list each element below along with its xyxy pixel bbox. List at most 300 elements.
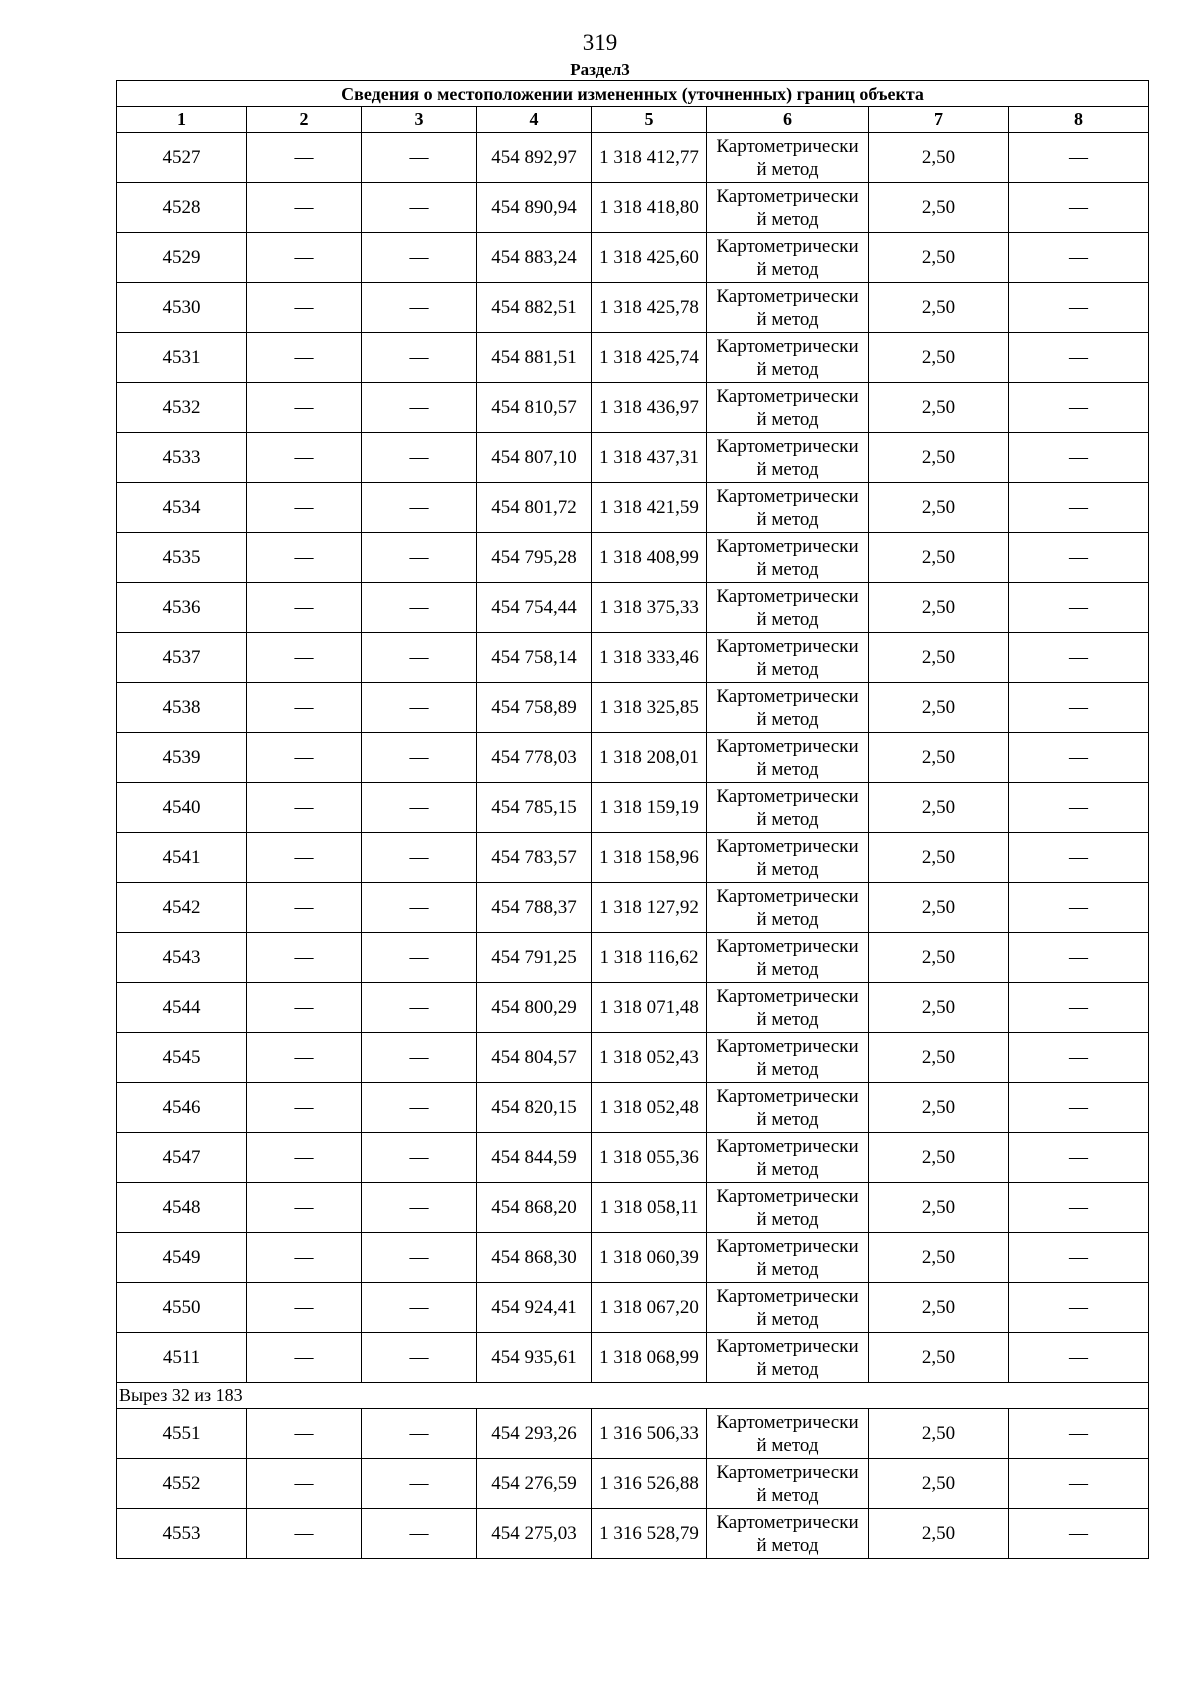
method-line: Картометрически (716, 885, 859, 907)
point-number: 4535 (117, 533, 247, 583)
coord-y: 1 318 425,74 (592, 333, 707, 383)
dash-cell: — (1009, 633, 1149, 683)
dash-cell: — (362, 533, 477, 583)
point-number: 4548 (117, 1183, 247, 1233)
coord-x: 454 804,57 (477, 1033, 592, 1083)
dash-cell: — (247, 583, 362, 633)
dash-cell: — (362, 1033, 477, 1083)
dash-cell: — (362, 283, 477, 333)
dash-cell: — (1009, 333, 1149, 383)
method-cell (707, 1333, 869, 1383)
dash-cell: — (1009, 983, 1149, 1033)
table-row (117, 133, 1149, 183)
accuracy: 2,50 (869, 1033, 1009, 1083)
dash-cell: — (1009, 533, 1149, 583)
accuracy: 2,50 (869, 483, 1009, 533)
method-line: й метод (756, 1108, 819, 1130)
coord-x: 454 807,10 (477, 433, 592, 483)
accuracy: 2,50 (869, 983, 1009, 1033)
accuracy: 2,50 (869, 583, 1009, 633)
coord-y: 1 318 055,36 (592, 1133, 707, 1183)
point-number: 4537 (117, 633, 247, 683)
method-cell (707, 733, 869, 783)
method-line: Картометрически (716, 1085, 859, 1107)
point-number: 4553 (117, 1509, 247, 1559)
dash-cell: — (1009, 1183, 1149, 1233)
method-line: Картометрически (716, 935, 859, 957)
table-title-row (117, 81, 1149, 107)
table-row (117, 833, 1149, 883)
coord-y: 1 318 068,99 (592, 1333, 707, 1383)
dash-cell: — (362, 1233, 477, 1283)
method-line: й метод (756, 658, 819, 680)
method-cell (707, 283, 869, 333)
method-line: Картометрически (716, 835, 859, 857)
dash-cell: — (362, 783, 477, 833)
point-number: 4540 (117, 783, 247, 833)
column-header: 5 (592, 107, 707, 133)
coord-x: 454 924,41 (477, 1283, 592, 1333)
table-row (117, 1083, 1149, 1133)
accuracy: 2,50 (869, 733, 1009, 783)
accuracy: 2,50 (869, 1233, 1009, 1283)
method-cell (707, 1033, 869, 1083)
method-cell (707, 983, 869, 1033)
coord-x: 454 788,37 (477, 883, 592, 933)
dash-cell: — (362, 933, 477, 983)
accuracy: 2,50 (869, 533, 1009, 583)
dash-cell: — (247, 383, 362, 433)
table-row (117, 933, 1149, 983)
dash-cell: — (362, 733, 477, 783)
method-cell (707, 1183, 869, 1233)
method-cell (707, 133, 869, 183)
method-cell (707, 1233, 869, 1283)
dash-cell: — (362, 633, 477, 683)
method-line: й метод (756, 1434, 819, 1456)
method-line: й метод (756, 1058, 819, 1080)
coord-y: 1 318 060,39 (592, 1233, 707, 1283)
dash-cell: — (362, 983, 477, 1033)
point-number: 4529 (117, 233, 247, 283)
dash-cell: — (362, 1133, 477, 1183)
method-line: й метод (756, 608, 819, 630)
accuracy: 2,50 (869, 133, 1009, 183)
dash-cell: — (247, 133, 362, 183)
dash-cell: — (247, 1033, 362, 1083)
point-number: 4544 (117, 983, 247, 1033)
accuracy: 2,50 (869, 1459, 1009, 1509)
column-header: 7 (869, 107, 1009, 133)
table-row (117, 1509, 1149, 1559)
dash-cell: — (362, 583, 477, 633)
method-line: й метод (756, 408, 819, 430)
dash-cell: — (247, 1459, 362, 1509)
point-number: 4552 (117, 1459, 247, 1509)
table-row (117, 533, 1149, 583)
method-line: й метод (756, 558, 819, 580)
coord-y: 1 318 425,60 (592, 233, 707, 283)
method-cell (707, 1083, 869, 1133)
method-line: й метод (756, 358, 819, 380)
coord-x: 454 844,59 (477, 1133, 592, 1183)
method-line: Картометрически (716, 235, 859, 257)
table-row (117, 1283, 1149, 1333)
accuracy: 2,50 (869, 783, 1009, 833)
coord-y: 1 318 052,43 (592, 1033, 707, 1083)
dash-cell: — (1009, 1033, 1149, 1083)
method-line: Картометрически (716, 1285, 859, 1307)
dash-cell: — (1009, 383, 1149, 433)
coord-y: 1 318 159,19 (592, 783, 707, 833)
coord-x: 454 758,14 (477, 633, 592, 683)
coord-x: 454 276,59 (477, 1459, 592, 1509)
table-row (117, 433, 1149, 483)
method-line: й метод (756, 458, 819, 480)
method-line: й метод (756, 1484, 819, 1506)
method-cell (707, 333, 869, 383)
point-number: 4511 (117, 1333, 247, 1383)
method-line: й метод (756, 708, 819, 730)
dash-cell: — (1009, 183, 1149, 233)
method-cell (707, 683, 869, 733)
dash-cell: — (247, 233, 362, 283)
method-cell (707, 1509, 869, 1559)
point-number: 4533 (117, 433, 247, 483)
column-header: 4 (477, 107, 592, 133)
point-number: 4542 (117, 883, 247, 933)
coord-x: 454 754,44 (477, 583, 592, 633)
dash-cell: — (1009, 783, 1149, 833)
coord-x: 454 275,03 (477, 1509, 592, 1559)
section-label: Раздел3 (570, 60, 630, 79)
method-line: Картометрически (716, 735, 859, 757)
method-line: й метод (756, 958, 819, 980)
coord-y: 1 318 116,62 (592, 933, 707, 983)
coord-x: 454 882,51 (477, 283, 592, 333)
table-row (117, 1409, 1149, 1459)
method-cell (707, 833, 869, 883)
method-line: Картометрически (716, 1035, 859, 1057)
point-number: 4532 (117, 383, 247, 433)
accuracy: 2,50 (869, 283, 1009, 333)
coord-y: 1 318 333,46 (592, 633, 707, 683)
dash-cell: — (1009, 833, 1149, 883)
method-line: Картометрически (716, 1135, 859, 1157)
dash-cell: — (247, 983, 362, 1033)
dash-cell: — (247, 733, 362, 783)
coord-x: 454 801,72 (477, 483, 592, 533)
coord-y: 1 318 067,20 (592, 1283, 707, 1333)
coord-y: 1 318 071,48 (592, 983, 707, 1033)
dash-cell: — (1009, 233, 1149, 283)
method-cell (707, 433, 869, 483)
column-header: 2 (247, 107, 362, 133)
dash-cell: — (362, 1409, 477, 1459)
method-line: Картометрически (716, 285, 859, 307)
coord-y: 1 318 127,92 (592, 883, 707, 933)
method-line: Картометрически (716, 585, 859, 607)
method-cell (707, 933, 869, 983)
coord-y: 1 318 375,33 (592, 583, 707, 633)
accuracy: 2,50 (869, 1409, 1009, 1459)
method-line: Картометрически (716, 135, 859, 157)
dash-cell: — (1009, 1283, 1149, 1333)
accuracy: 2,50 (869, 183, 1009, 233)
coord-x: 454 881,51 (477, 333, 592, 383)
method-line: Картометрически (716, 685, 859, 707)
coord-x: 454 892,97 (477, 133, 592, 183)
method-cell (707, 483, 869, 533)
method-line: Картометрически (716, 1411, 859, 1433)
coord-x: 454 935,61 (477, 1333, 592, 1383)
coord-y: 1 316 506,33 (592, 1409, 707, 1459)
accuracy: 2,50 (869, 333, 1009, 383)
dash-cell: — (362, 233, 477, 283)
dash-cell: — (1009, 733, 1149, 783)
point-number: 4541 (117, 833, 247, 883)
dash-cell: — (247, 1233, 362, 1283)
dash-cell: — (362, 1459, 477, 1509)
method-line: й метод (756, 1258, 819, 1280)
coord-x: 454 791,25 (477, 933, 592, 983)
table-row (117, 483, 1149, 533)
coord-x: 454 890,94 (477, 183, 592, 233)
dash-cell: — (247, 1183, 362, 1233)
coord-y: 1 318 408,99 (592, 533, 707, 583)
coord-y: 1 318 158,96 (592, 833, 707, 883)
table-row (117, 983, 1149, 1033)
method-line: Картометрически (716, 785, 859, 807)
method-line: й метод (756, 158, 819, 180)
dash-cell: — (247, 683, 362, 733)
method-line: Картометрически (716, 435, 859, 457)
table-row (117, 1233, 1149, 1283)
method-line: й метод (756, 758, 819, 780)
point-number: 4536 (117, 583, 247, 633)
coord-y: 1 318 425,78 (592, 283, 707, 333)
table-title: Сведения о местоположении измененных (уточненных) границ объекта (117, 81, 1149, 107)
method-line: й метод (756, 858, 819, 880)
coord-x: 454 883,24 (477, 233, 592, 283)
table-row (117, 1333, 1149, 1383)
dash-cell: — (247, 633, 362, 683)
point-number: 4551 (117, 1409, 247, 1459)
accuracy: 2,50 (869, 633, 1009, 683)
coord-x: 454 795,28 (477, 533, 592, 583)
method-cell (707, 383, 869, 433)
table-row (117, 633, 1149, 683)
method-line: Картометрически (716, 385, 859, 407)
dash-cell: — (1009, 133, 1149, 183)
table-row (117, 183, 1149, 233)
table-row (117, 883, 1149, 933)
accuracy: 2,50 (869, 1333, 1009, 1383)
accuracy: 2,50 (869, 433, 1009, 483)
dash-cell: — (1009, 1409, 1149, 1459)
table-row (117, 683, 1149, 733)
coord-y: 1 318 052,48 (592, 1083, 707, 1133)
dash-cell: — (1009, 1133, 1149, 1183)
coord-y: 1 318 418,80 (592, 183, 707, 233)
dash-cell: — (1009, 583, 1149, 633)
point-number: 4530 (117, 283, 247, 333)
method-cell (707, 1133, 869, 1183)
coord-x: 454 810,57 (477, 383, 592, 433)
dash-cell: — (1009, 683, 1149, 733)
coord-x: 454 820,15 (477, 1083, 592, 1133)
column-header: 8 (1009, 107, 1149, 133)
dash-cell: — (1009, 883, 1149, 933)
dash-cell: — (247, 433, 362, 483)
accuracy: 2,50 (869, 1509, 1009, 1559)
method-line: Картометрически (716, 985, 859, 1007)
accuracy: 2,50 (869, 1083, 1009, 1133)
coord-x: 454 758,89 (477, 683, 592, 733)
method-cell (707, 883, 869, 933)
dash-cell: — (362, 133, 477, 183)
method-line: Картометрически (716, 535, 859, 557)
method-line: й метод (756, 1358, 819, 1380)
method-line: й метод (756, 1008, 819, 1030)
dash-cell: — (247, 833, 362, 883)
dash-cell: — (362, 333, 477, 383)
method-line: Картометрически (716, 1335, 859, 1357)
dash-cell: — (247, 333, 362, 383)
dash-cell: — (247, 1333, 362, 1383)
method-cell (707, 533, 869, 583)
dash-cell: — (247, 483, 362, 533)
method-line: Картометрически (716, 1461, 859, 1483)
method-cell (707, 783, 869, 833)
accuracy: 2,50 (869, 1183, 1009, 1233)
dash-cell: — (362, 1283, 477, 1333)
dash-cell: — (362, 383, 477, 433)
table-row (117, 233, 1149, 283)
accuracy: 2,50 (869, 933, 1009, 983)
dash-cell: — (247, 183, 362, 233)
dash-cell: — (1009, 1459, 1149, 1509)
dash-cell: — (247, 1283, 362, 1333)
coord-y: 1 318 058,11 (592, 1183, 707, 1233)
accuracy: 2,50 (869, 1133, 1009, 1183)
dash-cell: — (362, 483, 477, 533)
point-number: 4527 (117, 133, 247, 183)
dash-cell: — (362, 1509, 477, 1559)
dash-cell: — (247, 783, 362, 833)
method-line: Картометрически (716, 335, 859, 357)
dash-cell: — (247, 533, 362, 583)
dash-cell: — (362, 683, 477, 733)
table-row (117, 333, 1149, 383)
method-cell (707, 633, 869, 683)
method-cell (707, 1283, 869, 1333)
column-header: 3 (362, 107, 477, 133)
method-line: Картометрически (716, 185, 859, 207)
boundary-table (116, 80, 1149, 1559)
cut-row (117, 1383, 1149, 1409)
dash-cell: — (247, 1133, 362, 1183)
accuracy: 2,50 (869, 883, 1009, 933)
method-line: Картометрически (716, 485, 859, 507)
coord-y: 1 318 412,77 (592, 133, 707, 183)
dash-cell: — (247, 1509, 362, 1559)
table-row (117, 733, 1149, 783)
method-cell (707, 1459, 869, 1509)
method-line: Картометрически (716, 1511, 859, 1533)
table-row (117, 783, 1149, 833)
dash-cell: — (1009, 283, 1149, 333)
dash-cell: — (1009, 933, 1149, 983)
coord-x: 454 785,15 (477, 783, 592, 833)
method-line: й метод (756, 1208, 819, 1230)
method-line: й метод (756, 808, 819, 830)
dash-cell: — (247, 1083, 362, 1133)
coord-x: 454 293,26 (477, 1409, 592, 1459)
coord-y: 1 316 526,88 (592, 1459, 707, 1509)
coord-x: 454 783,57 (477, 833, 592, 883)
coord-y: 1 318 436,97 (592, 383, 707, 433)
method-line: й метод (756, 508, 819, 530)
coord-y: 1 318 208,01 (592, 733, 707, 783)
method-line: й метод (756, 308, 819, 330)
method-line: й метод (756, 1158, 819, 1180)
coord-y: 1 318 437,31 (592, 433, 707, 483)
point-number: 4539 (117, 733, 247, 783)
dash-cell: — (247, 1409, 362, 1459)
column-header: 6 (707, 107, 869, 133)
table-row (117, 1183, 1149, 1233)
table-row (117, 583, 1149, 633)
dash-cell: — (1009, 1233, 1149, 1283)
dash-cell: — (1009, 1333, 1149, 1383)
coord-x: 454 868,30 (477, 1233, 592, 1283)
method-line: Картометрически (716, 1185, 859, 1207)
cut-label: Вырез 32 из 183 (117, 1383, 1149, 1409)
table-row (117, 1133, 1149, 1183)
point-number: 4543 (117, 933, 247, 983)
point-number: 4549 (117, 1233, 247, 1283)
method-line: й метод (756, 208, 819, 230)
method-line: й метод (756, 908, 819, 930)
point-number: 4545 (117, 1033, 247, 1083)
dash-cell: — (247, 883, 362, 933)
table-row (117, 1033, 1149, 1083)
point-number: 4531 (117, 333, 247, 383)
column-header-row (117, 107, 1149, 133)
dash-cell: — (1009, 483, 1149, 533)
column-header: 1 (117, 107, 247, 133)
dash-cell: — (1009, 1509, 1149, 1559)
method-cell (707, 183, 869, 233)
method-line: й метод (756, 1534, 819, 1556)
table-row (117, 283, 1149, 333)
dash-cell: — (362, 1183, 477, 1233)
page-number: 319 (582, 30, 618, 55)
coord-y: 1 318 421,59 (592, 483, 707, 533)
dash-cell: — (362, 883, 477, 933)
coord-x: 454 800,29 (477, 983, 592, 1033)
point-number: 4528 (117, 183, 247, 233)
coord-x: 454 868,20 (477, 1183, 592, 1233)
dash-cell: — (362, 833, 477, 883)
accuracy: 2,50 (869, 383, 1009, 433)
dash-cell: — (362, 1333, 477, 1383)
method-cell (707, 583, 869, 633)
accuracy: 2,50 (869, 683, 1009, 733)
dash-cell: — (247, 933, 362, 983)
method-line: й метод (756, 1308, 819, 1330)
